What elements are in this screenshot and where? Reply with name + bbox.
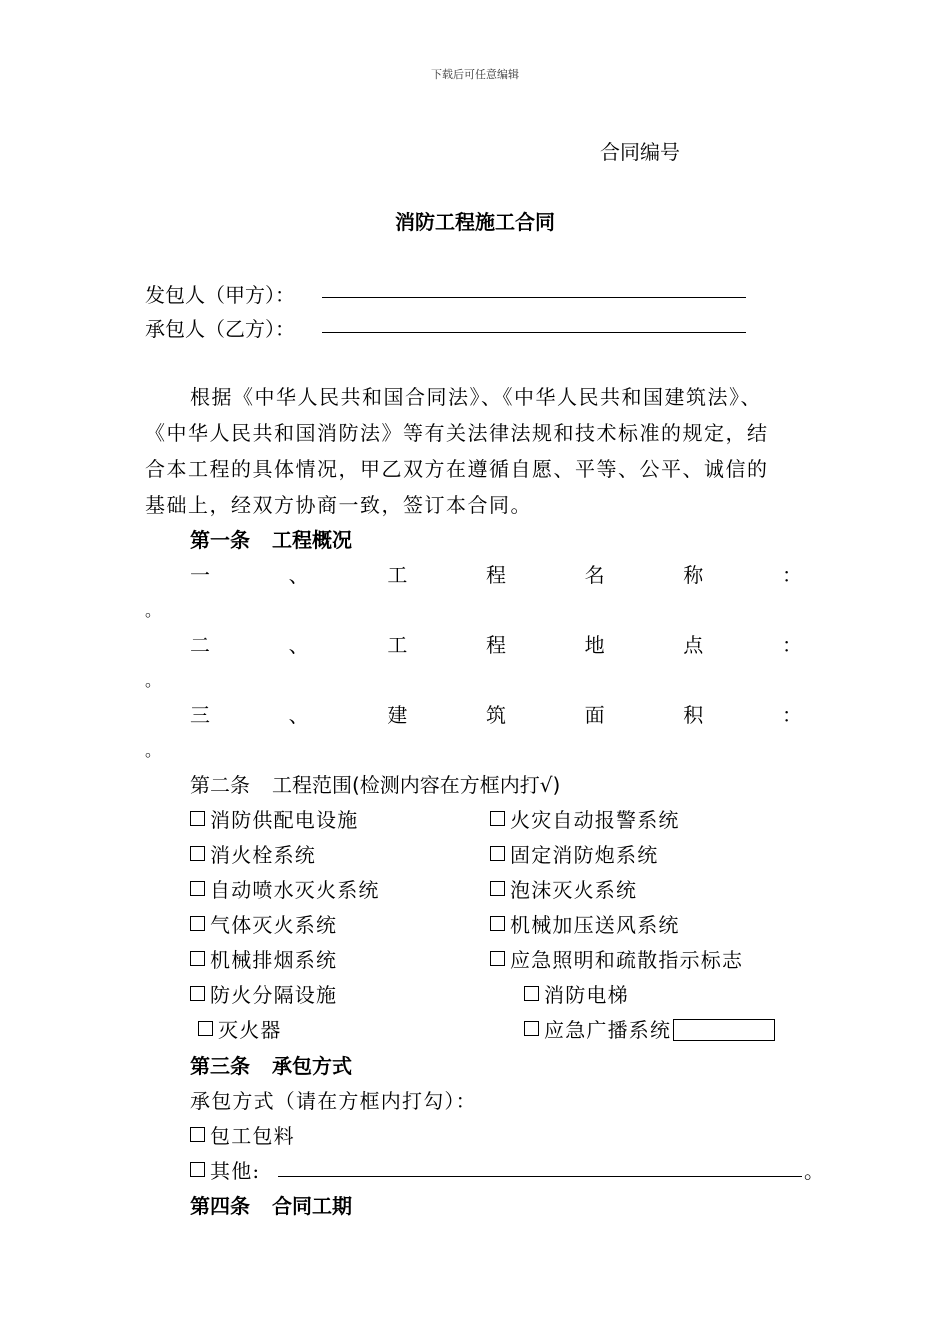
project-name-char: 程 — [485, 563, 506, 587]
project-location-char: 点 — [683, 633, 704, 657]
checkbox-emergency-lighting[interactable] — [490, 944, 743, 973]
checkbox-square[interactable] — [190, 1162, 205, 1177]
contract-number-label: 合同编号 — [600, 140, 680, 164]
building-area-char: 面 — [584, 703, 605, 727]
intro-line-3: 合本工程的具体情况，甲乙双方在遵循自愿、平等、公平、诚信的 — [145, 457, 769, 481]
checkbox-square[interactable] — [490, 916, 505, 931]
intro-line-2: 《中华人民共和国消防法》等有关法律法规和技术标准的规定，结 — [145, 421, 769, 445]
employer-blank-line — [322, 297, 746, 298]
building-area-char: ： — [781, 703, 802, 727]
checkbox-label: 包工包料 — [210, 1124, 295, 1148]
checkbox-label: 泡沫灭火系统 — [510, 878, 638, 902]
article-2-title: 工程范围(检测内容在方框内打√) — [272, 773, 561, 797]
article-1-title: 工程概况 — [272, 528, 352, 552]
checkbox-label: 消防电梯 — [544, 983, 629, 1007]
checkbox-fire-separation[interactable] — [190, 979, 337, 1008]
contractor-label: 承包人（乙方）： — [145, 317, 295, 341]
checkbox-label: 自动喷水灭火系统 — [210, 878, 380, 902]
checkbox-square[interactable] — [190, 986, 205, 1001]
building-area-char: 建 — [387, 703, 408, 727]
checkbox-smoke-exhaust[interactable] — [190, 944, 337, 973]
article-4-number: 第四条 — [190, 1194, 250, 1218]
building-area-char: 积 — [683, 703, 704, 727]
checkbox-hydrant-system[interactable] — [190, 839, 316, 868]
article-3-title: 承包方式 — [272, 1054, 352, 1078]
checkbox-square[interactable] — [490, 811, 505, 826]
header-note: 下载后可任意编辑 — [431, 68, 519, 81]
checkbox-label: 机械加压送风系统 — [510, 913, 680, 937]
building-area-char: 三 — [190, 703, 210, 727]
checkbox-square[interactable] — [524, 1021, 539, 1036]
checkbox-square[interactable] — [190, 951, 205, 966]
checkbox-square[interactable] — [190, 811, 205, 826]
checkbox-label: 其他: — [210, 1159, 261, 1183]
checkbox-label: 防火分隔设施 — [210, 983, 338, 1007]
checkbox-square[interactable] — [490, 846, 505, 861]
checkbox-label: 消火栓系统 — [210, 843, 316, 867]
checkbox-square[interactable] — [190, 846, 205, 861]
project-name-row — [190, 559, 802, 588]
checkbox-sprinkler-system[interactable] — [190, 874, 380, 903]
project-name-char: 工 — [387, 563, 408, 587]
blank-input-box[interactable] — [673, 1019, 775, 1041]
checkbox-pressurized-air[interactable] — [490, 909, 680, 938]
article-2-heading — [190, 769, 560, 798]
checkbox-label: 应急照明和疏散指示标志 — [510, 948, 744, 972]
article-4-title: 合同工期 — [272, 1194, 352, 1218]
checkbox-square[interactable] — [524, 986, 539, 1001]
article-2-number: 第二条 — [190, 773, 250, 797]
checkbox-fire-power-supply[interactable] — [190, 804, 358, 833]
project-name-char: 一 — [190, 563, 210, 587]
checkbox-square[interactable] — [198, 1021, 213, 1036]
intro-line-1: 根据《中华人民共和国合同法》、《中华人民共和国建筑法》、 — [190, 385, 762, 409]
project-location-char: 程 — [485, 633, 506, 657]
project-location-end-mark: 。 — [145, 671, 162, 690]
project-location-char: ： — [781, 633, 802, 657]
building-area-char: 、 — [288, 703, 309, 727]
article-3-heading — [190, 1050, 352, 1079]
checkbox-label: 机械排烟系统 — [210, 948, 338, 972]
building-area-row — [190, 699, 802, 728]
project-name-end-mark: 。 — [145, 601, 162, 620]
employer-label: 发包人（甲方）： — [145, 283, 295, 307]
checkbox-foam-system[interactable] — [490, 874, 637, 903]
building-area-end-mark: 。 — [145, 741, 162, 760]
article-3-number: 第三条 — [190, 1054, 250, 1078]
project-name-char: 、 — [288, 563, 309, 587]
checkbox-label: 气体灭火系统 — [210, 913, 338, 937]
checkbox-label: 固定消防炮系统 — [510, 843, 659, 867]
checkbox-square[interactable] — [190, 881, 205, 896]
other-blank-line[interactable] — [278, 1176, 802, 1177]
project-name-char: 名 — [584, 563, 605, 587]
article-1-heading — [190, 524, 352, 553]
contractor-blank-line — [322, 332, 746, 333]
checkbox-label: 灭火器 — [218, 1018, 282, 1042]
article-1-number: 第一条 — [190, 528, 250, 552]
project-location-char: 地 — [584, 633, 605, 657]
contract-mode-prompt: 承包方式（请在方框内打勾）： — [190, 1089, 477, 1113]
checkbox-label: 应急广播系统 — [544, 1018, 672, 1042]
checkbox-square[interactable] — [490, 951, 505, 966]
checkbox-square[interactable] — [490, 881, 505, 896]
project-location-row — [190, 629, 802, 658]
checkbox-other[interactable] — [190, 1155, 260, 1184]
checkbox-extinguisher[interactable] — [198, 1014, 282, 1043]
checkbox-label: 消防供配电设施 — [210, 808, 359, 832]
article-4-heading — [190, 1190, 352, 1219]
intro-line-4: 基础上，经双方协商一致，签订本合同。 — [145, 493, 532, 517]
project-location-char: 工 — [387, 633, 408, 657]
project-location-char: 、 — [288, 633, 309, 657]
building-area-char: 筑 — [485, 703, 506, 727]
checkbox-fire-monitor[interactable] — [490, 839, 658, 868]
other-end-mark: 。 — [804, 1159, 824, 1183]
checkbox-gas-extinguishing[interactable] — [190, 909, 337, 938]
checkbox-fire-elevator[interactable] — [524, 979, 629, 1008]
page-title: 消防工程施工合同 — [395, 210, 555, 234]
project-name-char: 称 — [683, 563, 704, 587]
checkbox-labor-and-materials[interactable] — [190, 1120, 295, 1149]
checkbox-fire-alarm[interactable] — [490, 804, 680, 833]
project-location-char: 二 — [190, 633, 210, 657]
checkbox-square[interactable] — [190, 916, 205, 931]
checkbox-emergency-broadcast[interactable] — [524, 1014, 775, 1043]
project-name-char: ： — [781, 563, 802, 587]
checkbox-square[interactable] — [190, 1127, 205, 1142]
checkbox-label: 火灾自动报警系统 — [510, 808, 680, 832]
